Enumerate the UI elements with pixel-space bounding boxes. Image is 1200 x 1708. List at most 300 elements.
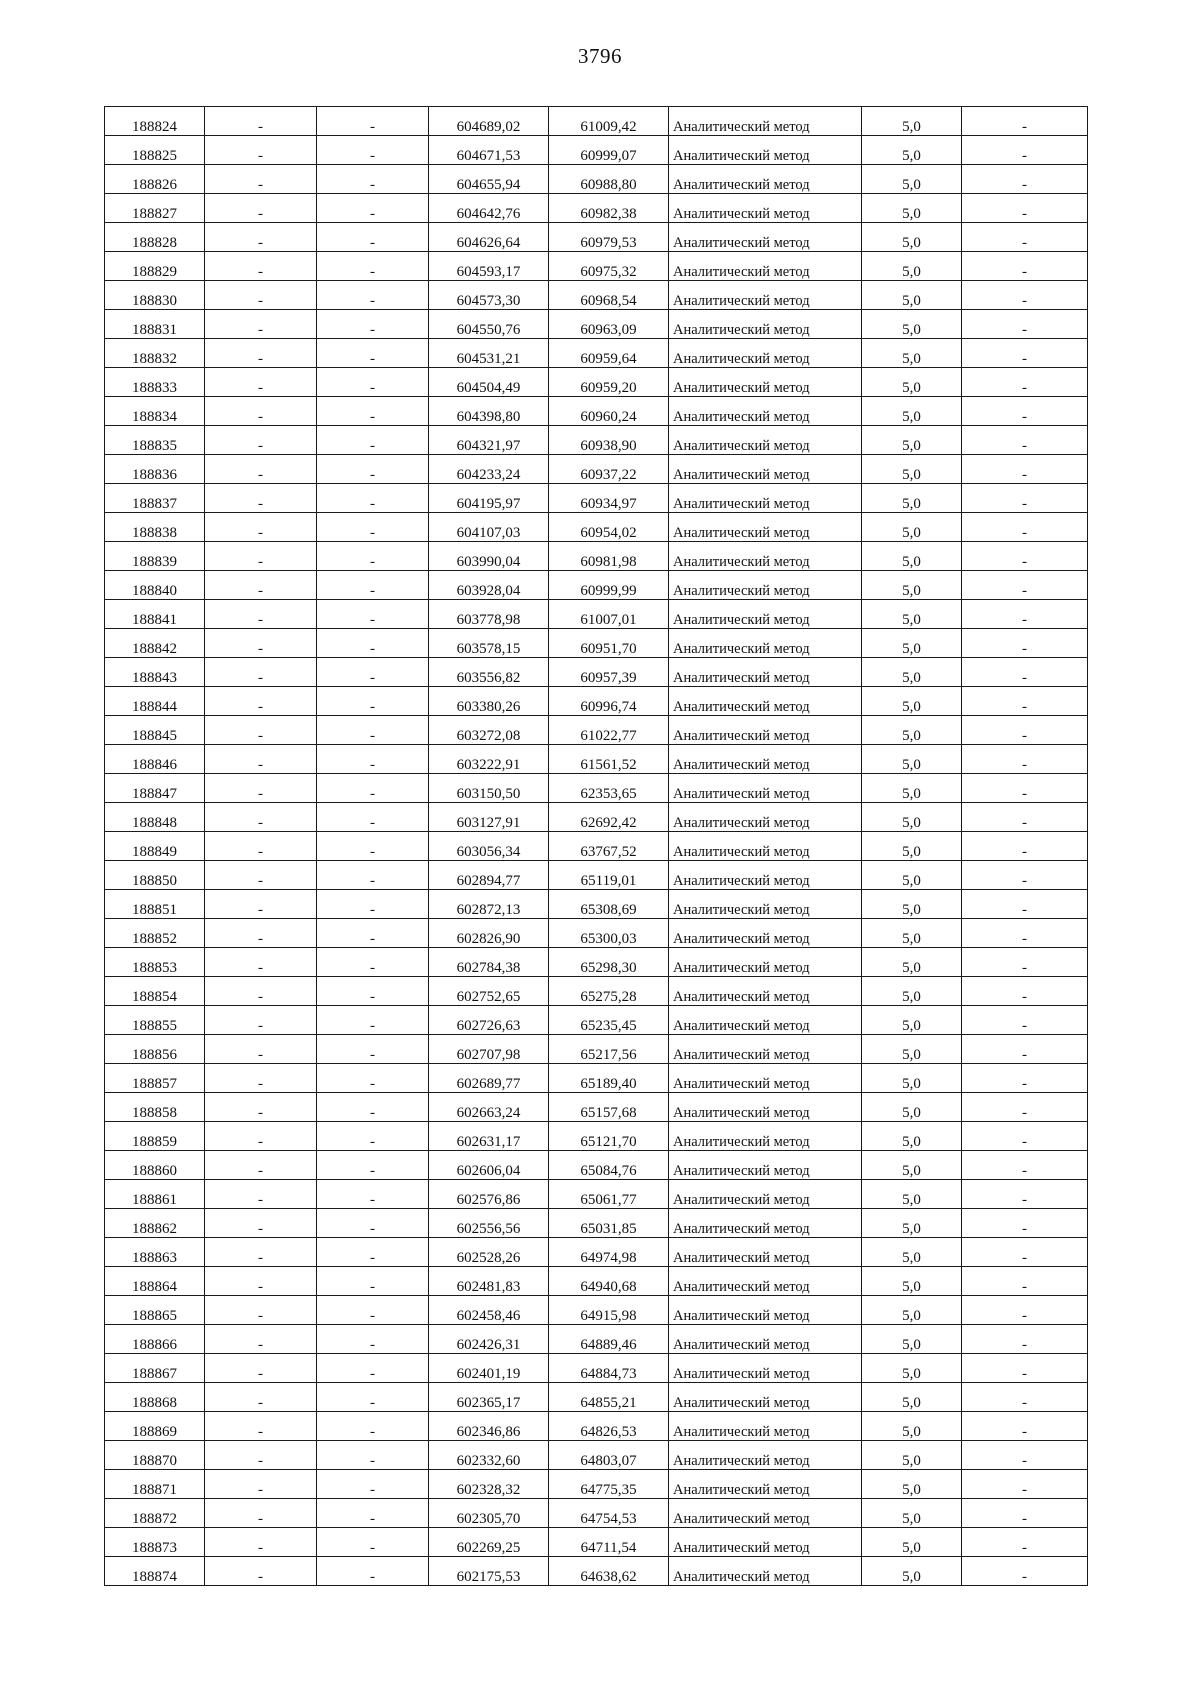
table-row	[105, 1122, 1088, 1151]
table-row	[105, 919, 1088, 948]
point-number-cell: 188848	[105, 803, 205, 832]
accuracy-cell: 5,0	[862, 745, 962, 774]
coordinates-table	[104, 106, 1088, 1586]
coordinate-y-cell: 60979,53	[549, 223, 669, 252]
coordinate-x-cell: 602872,13	[429, 890, 549, 919]
coordinate-x-cell: 602481,83	[429, 1267, 549, 1296]
note-cell: -	[962, 716, 1088, 745]
dash-cell: -	[317, 281, 429, 310]
note-cell: -	[962, 803, 1088, 832]
table-row	[105, 1180, 1088, 1209]
accuracy-cell: 5,0	[862, 165, 962, 194]
point-number-cell: 188849	[105, 832, 205, 861]
table-row	[105, 165, 1088, 194]
accuracy-cell: 5,0	[862, 977, 962, 1006]
table-row	[105, 948, 1088, 977]
note-cell: -	[962, 832, 1088, 861]
dash-cell: -	[317, 948, 429, 977]
dash-cell: -	[317, 745, 429, 774]
table-row	[105, 426, 1088, 455]
coordinate-y-cell: 62692,42	[549, 803, 669, 832]
dash-cell: -	[317, 426, 429, 455]
point-number-cell: 188839	[105, 542, 205, 571]
point-number-cell: 188824	[105, 107, 205, 136]
table-row	[105, 1557, 1088, 1586]
dash-cell: -	[205, 513, 317, 542]
note-cell: -	[962, 1093, 1088, 1122]
dash-cell: -	[317, 484, 429, 513]
dash-cell: -	[205, 281, 317, 310]
dash-cell: -	[205, 252, 317, 281]
accuracy-cell: 5,0	[862, 687, 962, 716]
accuracy-cell: 5,0	[862, 1238, 962, 1267]
table-row	[105, 339, 1088, 368]
coordinate-y-cell: 60988,80	[549, 165, 669, 194]
coordinate-x-cell: 602631,17	[429, 1122, 549, 1151]
dash-cell: -	[317, 1238, 429, 1267]
point-number-cell: 188858	[105, 1093, 205, 1122]
note-cell: -	[962, 426, 1088, 455]
coordinate-y-cell: 65189,40	[549, 1064, 669, 1093]
method-cell: Аналитический метод	[669, 687, 862, 716]
coordinate-x-cell: 602175,53	[429, 1557, 549, 1586]
accuracy-cell: 5,0	[862, 281, 962, 310]
method-cell: Аналитический метод	[669, 1064, 862, 1093]
coordinate-y-cell: 60963,09	[549, 310, 669, 339]
note-cell: -	[962, 1412, 1088, 1441]
coordinate-y-cell: 63767,52	[549, 832, 669, 861]
accuracy-cell: 5,0	[862, 1354, 962, 1383]
coordinate-y-cell: 60934,97	[549, 484, 669, 513]
note-cell: -	[962, 1354, 1088, 1383]
coordinate-x-cell: 604671,53	[429, 136, 549, 165]
dash-cell: -	[317, 977, 429, 1006]
note-cell: -	[962, 252, 1088, 281]
method-cell: Аналитический метод	[669, 484, 862, 513]
accuracy-cell: 5,0	[862, 1122, 962, 1151]
accuracy-cell: 5,0	[862, 890, 962, 919]
coordinate-x-cell: 602606,04	[429, 1151, 549, 1180]
accuracy-cell: 5,0	[862, 832, 962, 861]
coordinate-y-cell: 65300,03	[549, 919, 669, 948]
coordinate-y-cell: 64803,07	[549, 1441, 669, 1470]
point-number-cell: 188846	[105, 745, 205, 774]
coordinate-y-cell: 60982,38	[549, 194, 669, 223]
note-cell: -	[962, 397, 1088, 426]
coordinate-x-cell: 602784,38	[429, 948, 549, 977]
coordinate-x-cell: 602269,25	[429, 1528, 549, 1557]
accuracy-cell: 5,0	[862, 1209, 962, 1238]
method-cell: Аналитический метод	[669, 252, 862, 281]
method-cell: Аналитический метод	[669, 861, 862, 890]
coordinate-y-cell: 64826,53	[549, 1412, 669, 1441]
dash-cell: -	[317, 1557, 429, 1586]
dash-cell: -	[317, 165, 429, 194]
note-cell: -	[962, 1441, 1088, 1470]
accuracy-cell: 5,0	[862, 136, 962, 165]
table-row	[105, 1383, 1088, 1412]
method-cell: Аналитический метод	[669, 600, 862, 629]
coordinate-x-cell: 604593,17	[429, 252, 549, 281]
note-cell: -	[962, 1267, 1088, 1296]
coordinate-x-cell: 604195,97	[429, 484, 549, 513]
table-row	[105, 223, 1088, 252]
method-cell: Аналитический метод	[669, 455, 862, 484]
dash-cell: -	[205, 194, 317, 223]
coordinate-y-cell: 61007,01	[549, 600, 669, 629]
dash-cell: -	[205, 600, 317, 629]
table-row	[105, 194, 1088, 223]
accuracy-cell: 5,0	[862, 1557, 962, 1586]
table-row	[105, 1499, 1088, 1528]
note-cell: -	[962, 1238, 1088, 1267]
point-number-cell: 188853	[105, 948, 205, 977]
method-cell: Аналитический метод	[669, 1093, 862, 1122]
coordinate-x-cell: 604642,76	[429, 194, 549, 223]
dash-cell: -	[205, 165, 317, 194]
note-cell: -	[962, 1006, 1088, 1035]
dash-cell: -	[317, 1412, 429, 1441]
coordinate-x-cell: 604655,94	[429, 165, 549, 194]
dash-cell: -	[205, 223, 317, 252]
method-cell: Аналитический метод	[669, 542, 862, 571]
dash-cell: -	[205, 1499, 317, 1528]
coordinate-x-cell: 602576,86	[429, 1180, 549, 1209]
dash-cell: -	[317, 339, 429, 368]
method-cell: Аналитический метод	[669, 716, 862, 745]
accuracy-cell: 5,0	[862, 1267, 962, 1296]
method-cell: Аналитический метод	[669, 1412, 862, 1441]
coordinate-y-cell: 64638,62	[549, 1557, 669, 1586]
dash-cell: -	[205, 1064, 317, 1093]
method-cell: Аналитический метод	[669, 1325, 862, 1354]
accuracy-cell: 5,0	[862, 1499, 962, 1528]
coordinate-y-cell: 65031,85	[549, 1209, 669, 1238]
dash-cell: -	[317, 774, 429, 803]
coordinate-y-cell: 64855,21	[549, 1383, 669, 1412]
table-row	[105, 542, 1088, 571]
dash-cell: -	[317, 629, 429, 658]
dash-cell: -	[317, 1064, 429, 1093]
accuracy-cell: 5,0	[862, 1528, 962, 1557]
table-row	[105, 1093, 1088, 1122]
point-number-cell: 188874	[105, 1557, 205, 1586]
method-cell: Аналитический метод	[669, 281, 862, 310]
coordinate-y-cell: 60954,02	[549, 513, 669, 542]
table-row	[105, 1296, 1088, 1325]
note-cell: -	[962, 368, 1088, 397]
coordinate-x-cell: 604504,49	[429, 368, 549, 397]
note-cell: -	[962, 658, 1088, 687]
coordinate-y-cell: 60968,54	[549, 281, 669, 310]
dash-cell: -	[317, 716, 429, 745]
dash-cell: -	[205, 397, 317, 426]
accuracy-cell: 5,0	[862, 600, 962, 629]
note-cell: -	[962, 1383, 1088, 1412]
coordinate-y-cell: 64889,46	[549, 1325, 669, 1354]
method-cell: Аналитический метод	[669, 1383, 862, 1412]
point-number-cell: 188867	[105, 1354, 205, 1383]
note-cell: -	[962, 513, 1088, 542]
accuracy-cell: 5,0	[862, 919, 962, 948]
dash-cell: -	[205, 136, 317, 165]
accuracy-cell: 5,0	[862, 1064, 962, 1093]
coordinate-y-cell: 65061,77	[549, 1180, 669, 1209]
point-number-cell: 188837	[105, 484, 205, 513]
accuracy-cell: 5,0	[862, 426, 962, 455]
method-cell: Аналитический метод	[669, 310, 862, 339]
coordinate-y-cell: 65308,69	[549, 890, 669, 919]
coordinate-x-cell: 603272,08	[429, 716, 549, 745]
point-number-cell: 188832	[105, 339, 205, 368]
table-row	[105, 658, 1088, 687]
dash-cell: -	[205, 832, 317, 861]
table-row	[105, 281, 1088, 310]
point-number-cell: 188836	[105, 455, 205, 484]
method-cell: Аналитический метод	[669, 1035, 862, 1064]
table-row	[105, 1470, 1088, 1499]
point-number-cell: 188830	[105, 281, 205, 310]
table-row	[105, 890, 1088, 919]
dash-cell: -	[317, 1296, 429, 1325]
coordinate-y-cell: 64974,98	[549, 1238, 669, 1267]
note-cell: -	[962, 484, 1088, 513]
coordinate-y-cell: 60959,20	[549, 368, 669, 397]
point-number-cell: 188860	[105, 1151, 205, 1180]
point-number-cell: 188863	[105, 1238, 205, 1267]
dash-cell: -	[205, 455, 317, 484]
dash-cell: -	[317, 310, 429, 339]
coordinate-x-cell: 603056,34	[429, 832, 549, 861]
coordinate-x-cell: 604233,24	[429, 455, 549, 484]
dash-cell: -	[205, 803, 317, 832]
dash-cell: -	[205, 1093, 317, 1122]
dash-cell: -	[317, 919, 429, 948]
table-row	[105, 803, 1088, 832]
method-cell: Аналитический метод	[669, 948, 862, 977]
coordinate-x-cell: 603150,50	[429, 774, 549, 803]
accuracy-cell: 5,0	[862, 107, 962, 136]
point-number-cell: 188859	[105, 1122, 205, 1151]
coordinate-x-cell: 602328,32	[429, 1470, 549, 1499]
method-cell: Аналитический метод	[669, 513, 862, 542]
coordinate-y-cell: 60937,22	[549, 455, 669, 484]
dash-cell: -	[317, 542, 429, 571]
dash-cell: -	[205, 310, 317, 339]
dash-cell: -	[317, 803, 429, 832]
accuracy-cell: 5,0	[862, 1180, 962, 1209]
table-row	[105, 1006, 1088, 1035]
dash-cell: -	[317, 861, 429, 890]
note-cell: -	[962, 223, 1088, 252]
dash-cell: -	[317, 1441, 429, 1470]
table-row	[105, 1035, 1088, 1064]
dash-cell: -	[317, 223, 429, 252]
coordinate-x-cell: 602556,56	[429, 1209, 549, 1238]
note-cell: -	[962, 281, 1088, 310]
note-cell: -	[962, 339, 1088, 368]
accuracy-cell: 5,0	[862, 310, 962, 339]
dash-cell: -	[205, 107, 317, 136]
note-cell: -	[962, 629, 1088, 658]
point-number-cell: 188838	[105, 513, 205, 542]
table-row	[105, 745, 1088, 774]
dash-cell: -	[205, 571, 317, 600]
method-cell: Аналитический метод	[669, 1441, 862, 1470]
point-number-cell: 188825	[105, 136, 205, 165]
dash-cell: -	[205, 774, 317, 803]
table-row	[105, 1354, 1088, 1383]
accuracy-cell: 5,0	[862, 455, 962, 484]
coordinate-x-cell: 602752,65	[429, 977, 549, 1006]
dash-cell: -	[205, 890, 317, 919]
accuracy-cell: 5,0	[862, 194, 962, 223]
point-number-cell: 188854	[105, 977, 205, 1006]
coordinate-y-cell: 60959,64	[549, 339, 669, 368]
dash-cell: -	[205, 1528, 317, 1557]
coordinate-x-cell: 602894,77	[429, 861, 549, 890]
dash-cell: -	[317, 1267, 429, 1296]
table-row	[105, 832, 1088, 861]
coordinate-x-cell: 603127,91	[429, 803, 549, 832]
coordinate-x-cell: 602401,19	[429, 1354, 549, 1383]
point-number-cell: 188873	[105, 1528, 205, 1557]
coordinate-y-cell: 64775,35	[549, 1470, 669, 1499]
coordinate-y-cell: 60981,98	[549, 542, 669, 571]
accuracy-cell: 5,0	[862, 397, 962, 426]
method-cell: Аналитический метод	[669, 919, 862, 948]
dash-cell: -	[205, 1296, 317, 1325]
table-row	[105, 368, 1088, 397]
point-number-cell: 188852	[105, 919, 205, 948]
dash-cell: -	[317, 1354, 429, 1383]
coordinate-x-cell: 604550,76	[429, 310, 549, 339]
coordinate-y-cell: 64884,73	[549, 1354, 669, 1383]
accuracy-cell: 5,0	[862, 1325, 962, 1354]
point-number-cell: 188833	[105, 368, 205, 397]
accuracy-cell: 5,0	[862, 1296, 962, 1325]
table-row	[105, 1209, 1088, 1238]
method-cell: Аналитический метод	[669, 629, 862, 658]
method-cell: Аналитический метод	[669, 1499, 862, 1528]
note-cell: -	[962, 107, 1088, 136]
method-cell: Аналитический метод	[669, 1470, 862, 1499]
method-cell: Аналитический метод	[669, 397, 862, 426]
method-cell: Аналитический метод	[669, 658, 862, 687]
dash-cell: -	[317, 890, 429, 919]
dash-cell: -	[205, 1412, 317, 1441]
dash-cell: -	[205, 1122, 317, 1151]
dash-cell: -	[317, 1528, 429, 1557]
accuracy-cell: 5,0	[862, 1151, 962, 1180]
method-cell: Аналитический метод	[669, 1006, 862, 1035]
page-number: 3796	[578, 44, 622, 68]
dash-cell: -	[317, 600, 429, 629]
dash-cell: -	[205, 658, 317, 687]
dash-cell: -	[205, 861, 317, 890]
accuracy-cell: 5,0	[862, 1093, 962, 1122]
note-cell: -	[962, 1557, 1088, 1586]
method-cell: Аналитический метод	[669, 1122, 862, 1151]
dash-cell: -	[317, 455, 429, 484]
note-cell: -	[962, 1470, 1088, 1499]
note-cell: -	[962, 310, 1088, 339]
table-row	[105, 513, 1088, 542]
note-cell: -	[962, 165, 1088, 194]
point-number-cell: 188857	[105, 1064, 205, 1093]
note-cell: -	[962, 194, 1088, 223]
coordinate-x-cell: 604107,03	[429, 513, 549, 542]
point-number-cell: 188841	[105, 600, 205, 629]
note-cell: -	[962, 455, 1088, 484]
note-cell: -	[962, 861, 1088, 890]
method-cell: Аналитический метод	[669, 426, 862, 455]
method-cell: Аналитический метод	[669, 1267, 862, 1296]
table-row	[105, 1325, 1088, 1354]
coordinate-y-cell: 65217,56	[549, 1035, 669, 1064]
accuracy-cell: 5,0	[862, 1006, 962, 1035]
point-number-cell: 188856	[105, 1035, 205, 1064]
point-number-cell: 188828	[105, 223, 205, 252]
method-cell: Аналитический метод	[669, 107, 862, 136]
coordinate-y-cell: 60951,70	[549, 629, 669, 658]
dash-cell: -	[317, 1499, 429, 1528]
coordinate-x-cell: 603778,98	[429, 600, 549, 629]
method-cell: Аналитический метод	[669, 1180, 862, 1209]
coordinate-x-cell: 602365,17	[429, 1383, 549, 1412]
table-row	[105, 629, 1088, 658]
table-row	[105, 252, 1088, 281]
point-number-cell: 188869	[105, 1412, 205, 1441]
method-cell: Аналитический метод	[669, 1354, 862, 1383]
coordinate-x-cell: 603990,04	[429, 542, 549, 571]
accuracy-cell: 5,0	[862, 513, 962, 542]
note-cell: -	[962, 1151, 1088, 1180]
dash-cell: -	[205, 368, 317, 397]
coordinate-y-cell: 60960,24	[549, 397, 669, 426]
coordinate-x-cell: 602663,24	[429, 1093, 549, 1122]
accuracy-cell: 5,0	[862, 774, 962, 803]
dash-cell: -	[317, 1383, 429, 1412]
note-cell: -	[962, 919, 1088, 948]
table-row	[105, 1412, 1088, 1441]
coordinate-x-cell: 602528,26	[429, 1238, 549, 1267]
table-row	[105, 1528, 1088, 1557]
point-number-cell: 188862	[105, 1209, 205, 1238]
point-number-cell: 188844	[105, 687, 205, 716]
coordinate-y-cell: 60999,99	[549, 571, 669, 600]
point-number-cell: 188870	[105, 1441, 205, 1470]
dash-cell: -	[317, 1122, 429, 1151]
dash-cell: -	[205, 1151, 317, 1180]
coordinate-y-cell: 65121,70	[549, 1122, 669, 1151]
coordinate-x-cell: 602826,90	[429, 919, 549, 948]
coordinate-x-cell: 602332,60	[429, 1441, 549, 1470]
dash-cell: -	[317, 513, 429, 542]
note-cell: -	[962, 1064, 1088, 1093]
point-number-cell: 188834	[105, 397, 205, 426]
note-cell: -	[962, 1296, 1088, 1325]
accuracy-cell: 5,0	[862, 1441, 962, 1470]
point-number-cell: 188845	[105, 716, 205, 745]
dash-cell: -	[317, 252, 429, 281]
note-cell: -	[962, 1180, 1088, 1209]
method-cell: Аналитический метод	[669, 571, 862, 600]
coordinate-y-cell: 60996,74	[549, 687, 669, 716]
point-number-cell: 188829	[105, 252, 205, 281]
table-row	[105, 1151, 1088, 1180]
dash-cell: -	[205, 1006, 317, 1035]
